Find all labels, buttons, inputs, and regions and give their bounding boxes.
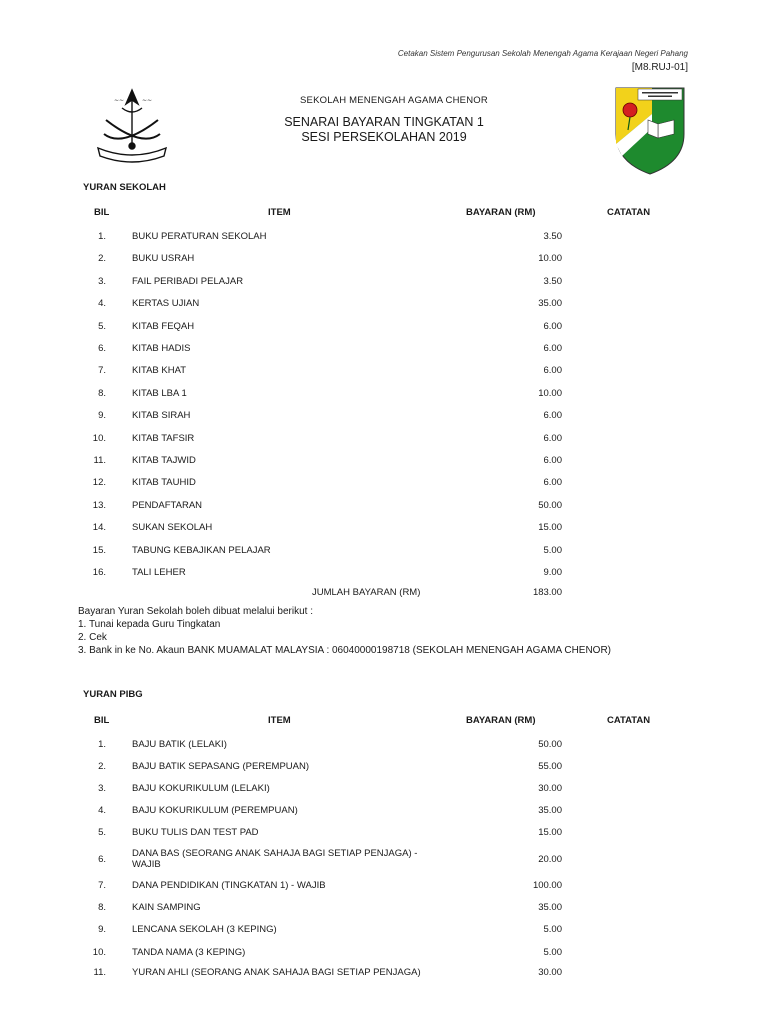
col-item: ITEM [268,715,291,726]
cell-amount: 35.00 [538,805,562,816]
cell-amount: 10.00 [538,387,562,399]
cell-item: LENCANA SEKOLAH (3 KEPING) [132,924,277,935]
cell-bil: 1. [98,739,106,750]
cell-bil: 2. [98,761,106,772]
cell-amount: 20.00 [538,854,562,865]
school-crest-logo [612,84,688,176]
section-title-yuran-pibg: YURAN PIBG [83,689,143,700]
cell-bil: 5. [98,827,106,838]
col-bil: BIL [94,207,110,218]
section-title-yuran-sekolah: YURAN SEKOLAH [83,182,166,193]
cell-amount: 6.00 [543,455,562,466]
cell-bil: 8. [98,902,106,913]
payment-notes-line-2: 2. Cek [78,632,107,643]
svg-text:∼∼: ∼∼ [114,98,125,104]
cell-bil: 8. [98,387,106,399]
cell-item: KITAB SIRAH [132,410,191,422]
cell-amount: 35.00 [538,902,562,913]
cell-item: KAIN SAMPING [132,902,201,913]
col-item: ITEM [268,207,291,218]
school-name: SEKOLAH MENENGAH AGAMA CHENOR [300,95,488,106]
cell-bil: 12. [92,477,106,489]
cell-item: BUKU TULIS DAN TEST PAD [132,827,259,838]
cell-amount: 15.00 [538,827,562,838]
cell-amount: 6.00 [543,365,562,377]
cell-item: TANDA NAMA (3 KEPING) [132,947,246,958]
cell-amount: 100.00 [532,880,562,891]
cell-item: KITAB TAUHID [132,477,196,489]
cell-item: BUKU USRAH [132,253,195,265]
cell-amount: 5.00 [543,544,562,556]
col-bayaran: BAYARAN (RM) [466,715,536,726]
cell-amount: 30.00 [538,967,562,978]
cell-item: KITAB HADIS [132,343,191,354]
col-bil: BIL [94,715,110,726]
cell-item: PENDAFTARAN [132,499,203,511]
cell-bil: 15. [92,544,106,556]
title-line-2: SESI PERSEKOLAHAN 2019 [301,130,467,144]
cell-amount: 3.50 [543,231,562,242]
cell-amount: 3.50 [543,275,562,287]
cell-bil: 7. [98,365,106,377]
cell-item: DANA BAS (SEORANG ANAK SAHAJA BAGI SETIAP PENJAGA) - WAJIB [132,848,418,870]
cell-amount: 15.00 [538,522,562,534]
cell-bil: 16. [92,567,106,578]
cell-amount: 9.00 [543,567,562,578]
table-header-pibg [0,715,768,729]
cell-item: KITAB TAFSIR [132,432,195,444]
col-catatan: CATATAN [607,207,651,218]
cell-bil: 2. [98,253,106,265]
cell-amount: 6.00 [543,410,562,422]
cell-bil: 4. [98,805,106,816]
cell-amount: 6.00 [543,320,562,332]
cell-item: DANA PENDIDIKAN (TINGKATAN 1) - WAJIB [132,880,326,891]
cell-bil: 1. [98,231,106,242]
state-crest-logo [92,86,172,168]
cell-amount: 6.00 [543,343,562,354]
cell-bil: 10. [92,432,106,444]
cell-item: SUKAN SEKOLAH [132,522,213,534]
cell-item: KITAB LBA 1 [132,387,187,399]
cell-amount: 5.00 [543,947,562,958]
document-code: [M8.RUJ-01] [631,62,688,73]
svg-text:∼∼: ∼∼ [142,98,153,104]
cell-item: FAIL PERIBADI PELAJAR [132,275,244,287]
cell-bil: 4. [98,298,106,310]
cell-bil: 14. [92,522,106,534]
cell-amount: 10.00 [538,253,562,265]
cell-amount: 55.00 [538,761,562,772]
cell-amount: 5.00 [543,924,562,935]
total-amount: 183.00 [532,587,562,598]
payment-notes [78,605,611,657]
cell-item: KITAB FEQAH [132,320,195,332]
payment-notes-line-3: 3. Bank in ke No. Akaun BANK MUAMALAT MALAYSIA : 06040000198718 (SEKOLAH MENENGAH AGAMA CHENOR) [78,645,612,656]
cell-bil: 10. [92,947,106,958]
cell-item: TABUNG KEBAJIKAN PELAJAR [132,544,271,556]
cell-bil: 11. [93,455,106,466]
cell-bil: 9. [98,924,106,935]
cell-bil: 3. [98,275,106,287]
cell-amount: 50.00 [538,499,562,511]
cell-item: YURAN AHLI (SEORANG ANAK SAHAJA BAGI SETIAP PENJAGA) [132,967,421,978]
cell-item: BAJU KOKURIKULUM (PEREMPUAN) [132,805,298,816]
cell-bil: 6. [98,854,106,865]
cell-bil: 3. [98,783,106,794]
cell-item: BUKU PERATURAN SEKOLAH [132,231,267,242]
cell-bil: 6. [98,343,106,354]
table-header-sekolah [0,207,768,221]
cell-amount: 6.00 [543,432,562,444]
cell-item: KITAB KHAT [132,365,187,377]
cell-bil: 5. [98,320,106,332]
cell-amount: 50.00 [538,739,562,750]
cell-item: KITAB TAJWID [132,455,196,466]
cell-item: BAJU BATIK (LELAKI) [132,739,227,750]
cell-amount: 6.00 [543,477,562,489]
payment-notes-line-1: 1. Tunai kepada Guru Tingkatan [78,619,221,630]
total-label: JUMLAH BAYARAN (RM) [312,587,421,598]
cell-amount: 35.00 [538,298,562,310]
cell-item: KERTAS UJIAN [132,298,200,310]
cell-bil: 7. [98,880,106,891]
cell-item: BAJU KOKURIKULUM (LELAKI) [132,783,270,794]
cell-bil: 13. [92,499,106,511]
cell-amount: 30.00 [538,783,562,794]
title-line-1: SENARAI BAYARAN TINGKATAN 1 [284,115,484,129]
print-note: Cetakan Sistem Pengurusan Sekolah Menengah Agama Kerajaan Negeri Pahang [397,49,688,58]
cell-item: TALI LEHER [132,567,186,578]
cell-bil: 9. [98,410,106,422]
col-catatan: CATATAN [607,715,651,726]
col-bayaran: BAYARAN (RM) [466,207,536,218]
cell-item: BAJU BATIK SEPASANG (PEREMPUAN) [132,761,310,772]
payment-notes-intro: Bayaran Yuran Sekolah boleh dibuat melalui berikut : [78,606,313,617]
page-title [240,115,528,145]
cell-bil: 11. [93,967,106,978]
